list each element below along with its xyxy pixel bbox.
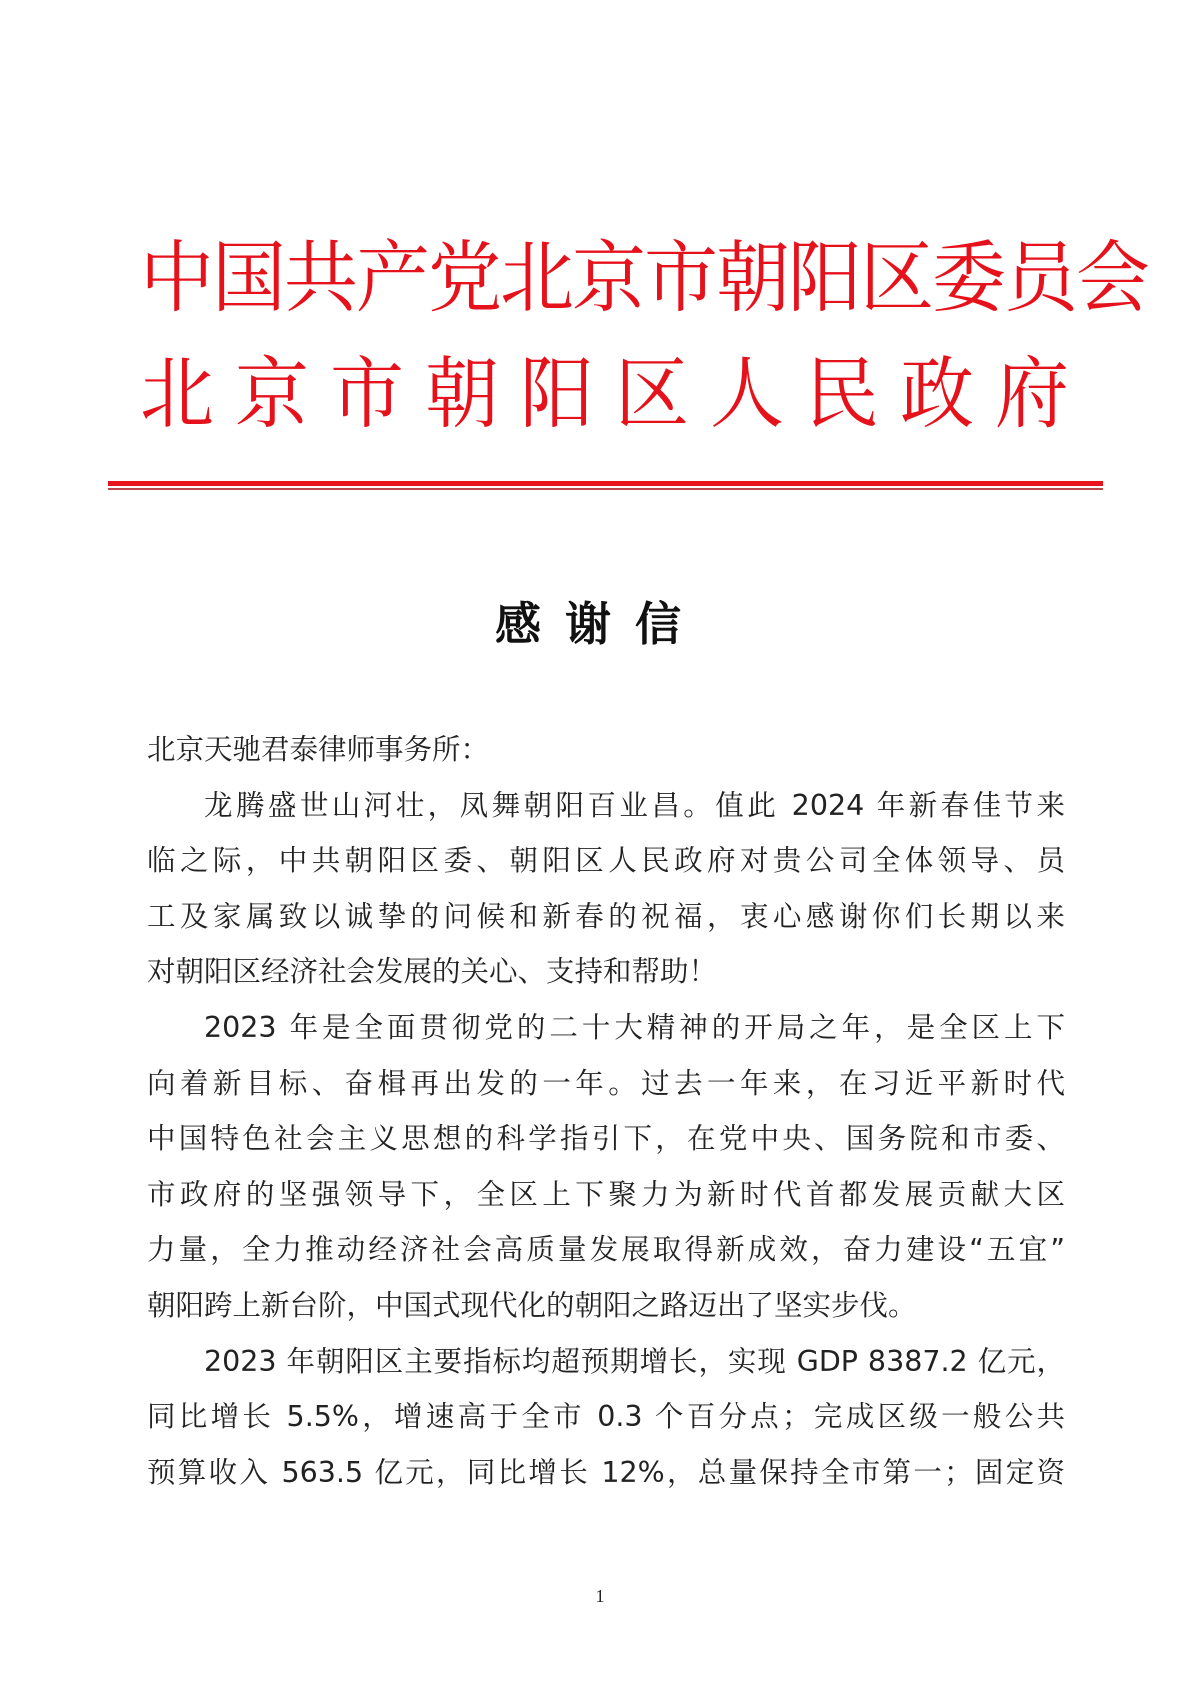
text-line: 临之际，中共朝阳区委、朝阳区人民政府对贵公司全体领导、员 — [147, 844, 1065, 878]
paragraph-economic-indicators — [147, 1334, 1065, 1501]
text-line: 市政府的坚强领导下，全区上下聚力为新时代首都发展贡献大区 — [147, 1177, 1065, 1211]
red-header-divider-thin — [108, 488, 1103, 490]
text-line: 2023 年是全面贯彻党的二十大精神的开局之年，是全区上下 — [204, 1010, 1065, 1044]
paragraph-review-2023 — [147, 1000, 1065, 1334]
issuer-party-committee: 中国共产党北京市朝阳区委员会 — [140, 232, 1148, 324]
document-title: 感谢信 — [495, 597, 705, 651]
page-number: 1 — [595, 1586, 605, 1606]
text-line: 中国特色社会主义思想的科学指引下，在党中央、国务院和市委、 — [147, 1122, 1065, 1156]
text-line: 工及家属致以诚挚的问候和新春的祝福，衷心感谢你们长期以来 — [147, 899, 1065, 933]
text-line: 向着新目标、奋楫再出发的一年。过去一年来，在习近平新时代 — [147, 1066, 1065, 1100]
salutation — [147, 722, 1065, 778]
text-line: 力量，全力推动经济社会高质量发展取得新成效，奋力建设“五宜” — [147, 1233, 1065, 1267]
issuer-district-government: 北京市朝阳区人民政府 — [140, 348, 1090, 440]
text-line: 预算收入 563.5 亿元，同比增长 12%，总量保持全市第一；固定资 — [147, 1455, 1065, 1489]
letter-body — [147, 722, 1065, 1500]
text-line: 对朝阳区经济社会发展的关心、支持和帮助！ — [147, 955, 718, 989]
red-header-divider — [108, 481, 1103, 486]
salutation-text: 北京天驰君泰律师事务所： — [147, 733, 490, 766]
text-line: 同比增长 5.5%，增速高于全市 0.3 个百分点；完成区级一般公共 — [147, 1400, 1065, 1434]
paragraph-greeting — [147, 778, 1065, 1000]
text-line: 朝阳跨上新台阶，中国式现代化的朝阳之路迈出了坚实步伐。 — [147, 1288, 917, 1322]
text-line: 龙腾盛世山河壮，凤舞朝阳百业昌。值此 2024 年新春佳节来 — [204, 788, 1065, 822]
text-line: 2023 年朝阳区主要指标均超预期增长，实现 GDP 8387.2 亿元， — [204, 1344, 1065, 1378]
